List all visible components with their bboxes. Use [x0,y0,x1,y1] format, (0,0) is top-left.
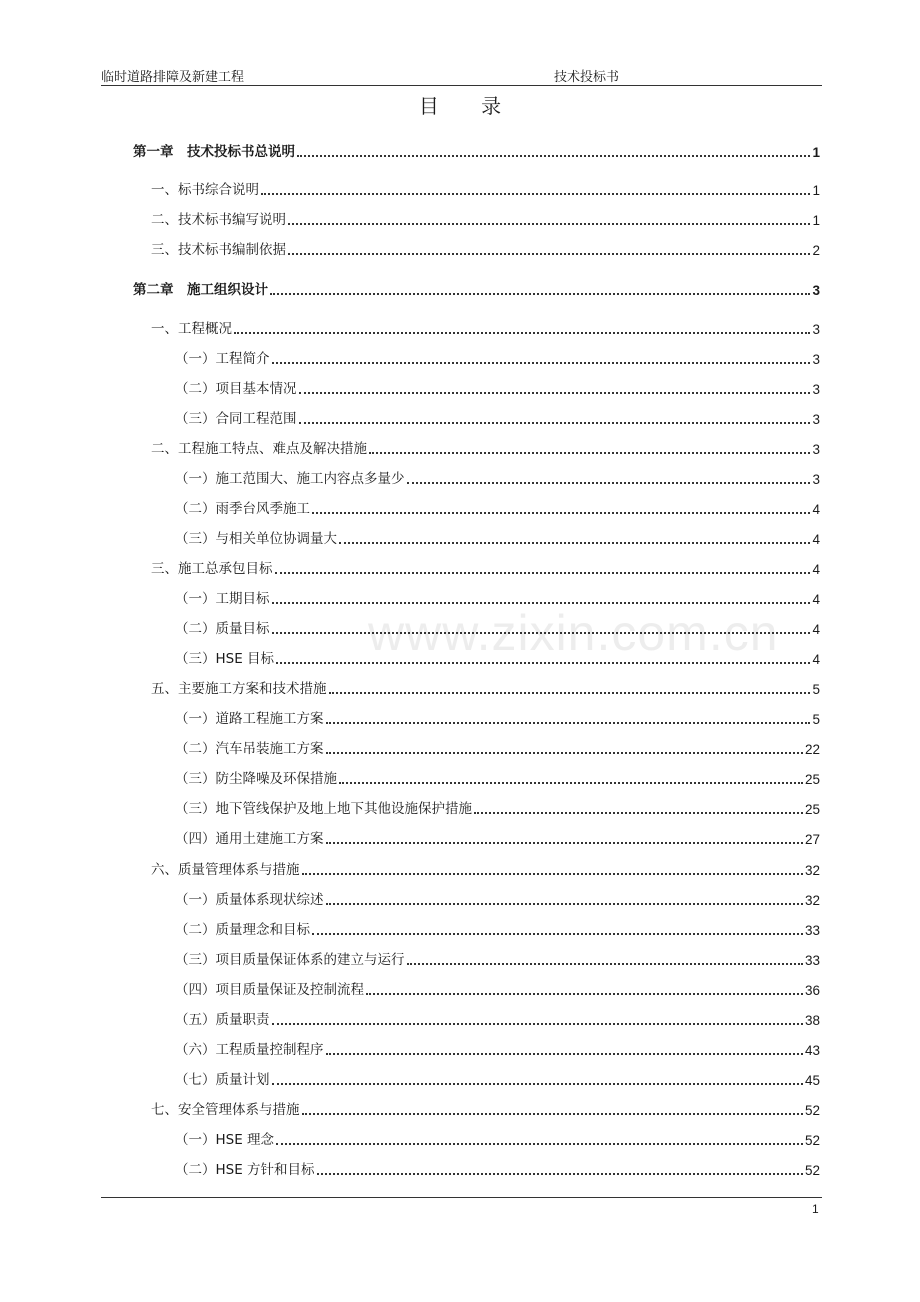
toc-subsection-entry[interactable] [175,1068,820,1088]
toc-entry-label: 一、标书综合说明 [151,182,259,198]
toc-leader-dots [326,901,803,905]
toc-entry-page-number: 52 [804,1163,820,1178]
toc-entry-page-number: 43 [804,1043,820,1058]
toc-section-entry[interactable] [151,858,820,878]
toc-entry-label: （一）质量体系现状综述 [175,892,324,908]
toc-entry-page-number: 3 [812,442,820,457]
toc-leader-dots [407,480,811,484]
toc-subsection-entry[interactable] [175,467,820,487]
toc-leader-dots [302,1111,803,1115]
toc-entry-label: （七）质量计划 [175,1072,270,1088]
toc-entry-label: （一）施工范围大、施工内容点多量少 [175,471,405,487]
toc-subsection-entry[interactable] [175,497,820,517]
toc-section-entry[interactable] [151,178,820,198]
toc-entry-page-number: 3 [812,352,820,367]
toc-entry-page-number: 38 [804,1013,820,1028]
toc-entry-label: 二、技术标书编写说明 [151,212,286,228]
toc-leader-dots [474,810,803,814]
toc-chapter-entry[interactable] [133,140,820,160]
toc-leader-dots [329,690,811,694]
toc-entry-page-number: 5 [812,682,820,697]
toc-entry-label: （三）合同工程范围 [175,411,297,427]
header-divider [101,85,822,86]
toc-entry-page-number: 4 [812,502,820,517]
toc-subsection-entry[interactable] [175,767,820,787]
toc-subsection-entry[interactable] [175,1008,820,1028]
toc-leader-dots [275,570,811,574]
toc-entry-page-number: 2 [812,243,820,258]
toc-entry-page-number: 4 [812,562,820,577]
toc-entry-label: （二）项目基本情况 [175,381,297,397]
toc-subsection-entry[interactable] [175,797,820,817]
toc-entry-label: （二）HSE 方针和目标 [175,1162,315,1178]
toc-subsection-entry[interactable] [175,918,820,938]
toc-leader-dots [302,871,803,875]
toc-leader-dots [272,600,811,604]
toc-section-entry[interactable] [151,557,820,577]
toc-entry-label: （二）汽车吊装施工方案 [175,741,324,757]
toc-section-entry[interactable] [151,677,820,697]
toc-leader-dots [326,720,811,724]
toc-entry-label: 五、主要施工方案和技术措施 [151,681,327,697]
toc-leader-dots [276,660,810,664]
toc-leader-dots [339,540,810,544]
toc-entry-page-number: 33 [804,953,820,968]
footer-page-number: 1 [812,1202,819,1216]
toc-leader-dots [366,991,803,995]
toc-entry-page-number: 45 [804,1073,820,1088]
toc-subsection-entry[interactable] [175,1038,820,1058]
toc-entry-label: （三）地下管线保护及地上地下其他设施保护措施 [175,801,472,817]
toc-entry-page-number: 36 [804,983,820,998]
page-header [101,66,822,86]
toc-section-entry[interactable] [151,238,820,258]
toc-section-entry[interactable] [151,317,820,337]
toc-entry-label: 二、工程施工特点、难点及解决措施 [151,441,367,457]
toc-subsection-entry[interactable] [175,647,820,667]
toc-leader-dots [261,191,810,195]
watermark: www.zixin.com.cn [368,605,779,661]
toc-entry-label: （一）HSE 理念 [175,1132,275,1148]
toc-entry-page-number: 33 [804,923,820,938]
toc-subsection-entry[interactable] [175,1158,820,1178]
toc-subsection-entry[interactable] [175,347,820,367]
footer-divider [101,1197,822,1198]
toc-entry-page-number: 1 [812,213,820,228]
toc-entry-page-number: 5 [812,712,820,727]
toc-entry-label: （二）质量目标 [175,621,270,637]
toc-entry-page-number: 4 [812,532,820,547]
toc-entry-page-number: 52 [804,1103,820,1118]
toc-subsection-entry[interactable] [175,1128,820,1148]
toc-leader-dots [272,630,811,634]
toc-entry-page-number: 4 [812,622,820,637]
toc-subsection-entry[interactable] [175,587,820,607]
toc-leader-dots [276,1141,803,1145]
toc-entry-page-number: 22 [804,742,820,757]
toc-leader-dots [299,420,811,424]
toc-entry-page-number: 32 [804,893,820,908]
toc-entry-label: （三）HSE 目标 [175,651,275,667]
toc-entry-page-number: 25 [804,802,820,817]
toc-entry-label: （五）质量职责 [175,1012,270,1028]
toc-entry-label: 七、安全管理体系与措施 [151,1102,300,1118]
toc-leader-dots [234,330,810,334]
toc-entry-page-number: 3 [812,472,820,487]
toc-entry-label: （四）项目质量保证及控制流程 [175,982,364,998]
toc-entry-label: （一）工期目标 [175,591,270,607]
toc-entry-label: （四）通用土建施工方案 [175,831,324,847]
toc-entry-page-number: 25 [804,772,820,787]
header-document-type: 技术投标书 [554,70,620,85]
toc-subsection-entry[interactable] [175,827,820,847]
toc-leader-dots [326,840,803,844]
toc-subsection-entry[interactable] [175,377,820,397]
toc-entry-page-number: 1 [812,183,820,198]
toc-chapter-entry[interactable] [133,278,820,298]
toc-leader-dots [312,931,803,935]
toc-leader-dots [312,510,810,514]
toc-entry-page-number: 3 [812,283,820,298]
toc-leader-dots [272,1021,803,1025]
toc-entry-page-number: 3 [812,412,820,427]
toc-section-entry[interactable] [151,208,820,228]
toc-entry-label: （六）工程质量控制程序 [175,1042,324,1058]
toc-leader-dots [288,221,810,225]
toc-entry-label: （三）与相关单位协调量大 [175,531,337,547]
toc-subsection-entry[interactable] [175,407,820,427]
toc-entry-page-number: 1 [812,145,820,160]
toc-subsection-entry[interactable] [175,978,820,998]
page-title: 目 录 [418,94,520,118]
toc-leader-dots [270,291,810,295]
toc-entry-label: 三、施工总承包目标 [151,561,273,577]
toc-entry-label: 第一章 技术投标书总说明 [133,144,295,160]
toc-entry-page-number: 27 [804,832,820,847]
toc-leader-dots [288,251,810,255]
toc-entry-page-number: 3 [812,322,820,337]
toc-leader-dots [369,450,810,454]
toc-entry-page-number: 4 [812,592,820,607]
toc-section-entry[interactable] [151,1098,820,1118]
toc-subsection-entry[interactable] [175,737,820,757]
toc-entry-page-number: 32 [804,863,820,878]
toc-entry-label: （三）防尘降噪及环保措施 [175,771,337,787]
toc-leader-dots [326,750,803,754]
toc-leader-dots [297,153,810,157]
toc-subsection-entry[interactable] [175,617,820,637]
toc-entry-label: （一）道路工程施工方案 [175,711,324,727]
toc-entry-label: （三）项目质量保证体系的建立与运行 [175,952,405,968]
toc-leader-dots [326,1051,803,1055]
toc-entry-label: （二）质量理念和目标 [175,922,310,938]
toc-entry-page-number: 4 [812,652,820,667]
toc-subsection-entry[interactable] [175,707,820,727]
toc-leader-dots [317,1171,803,1175]
toc-leader-dots [407,961,803,965]
toc-entry-label: 第二章 施工组织设计 [133,282,268,298]
toc-entry-label: 六、质量管理体系与措施 [151,862,300,878]
toc-leader-dots [339,780,803,784]
toc-entry-label: 一、工程概况 [151,321,232,337]
toc-section-entry[interactable] [151,437,820,457]
toc-entry-page-number: 52 [804,1133,820,1148]
toc-entry-page-number: 3 [812,382,820,397]
toc-leader-dots [272,360,811,364]
header-project-name: 临时道路排障及新建工程 [101,70,245,85]
toc-subsection-entry[interactable] [175,527,820,547]
toc-subsection-entry[interactable] [175,948,820,968]
toc-leader-dots [299,390,811,394]
toc-leader-dots [272,1081,803,1085]
toc-entry-label: （一）工程简介 [175,351,270,367]
toc-entry-label: 三、技术标书编制依据 [151,242,286,258]
toc-subsection-entry[interactable] [175,888,820,908]
toc-entry-label: （二）雨季台风季施工 [175,501,310,517]
